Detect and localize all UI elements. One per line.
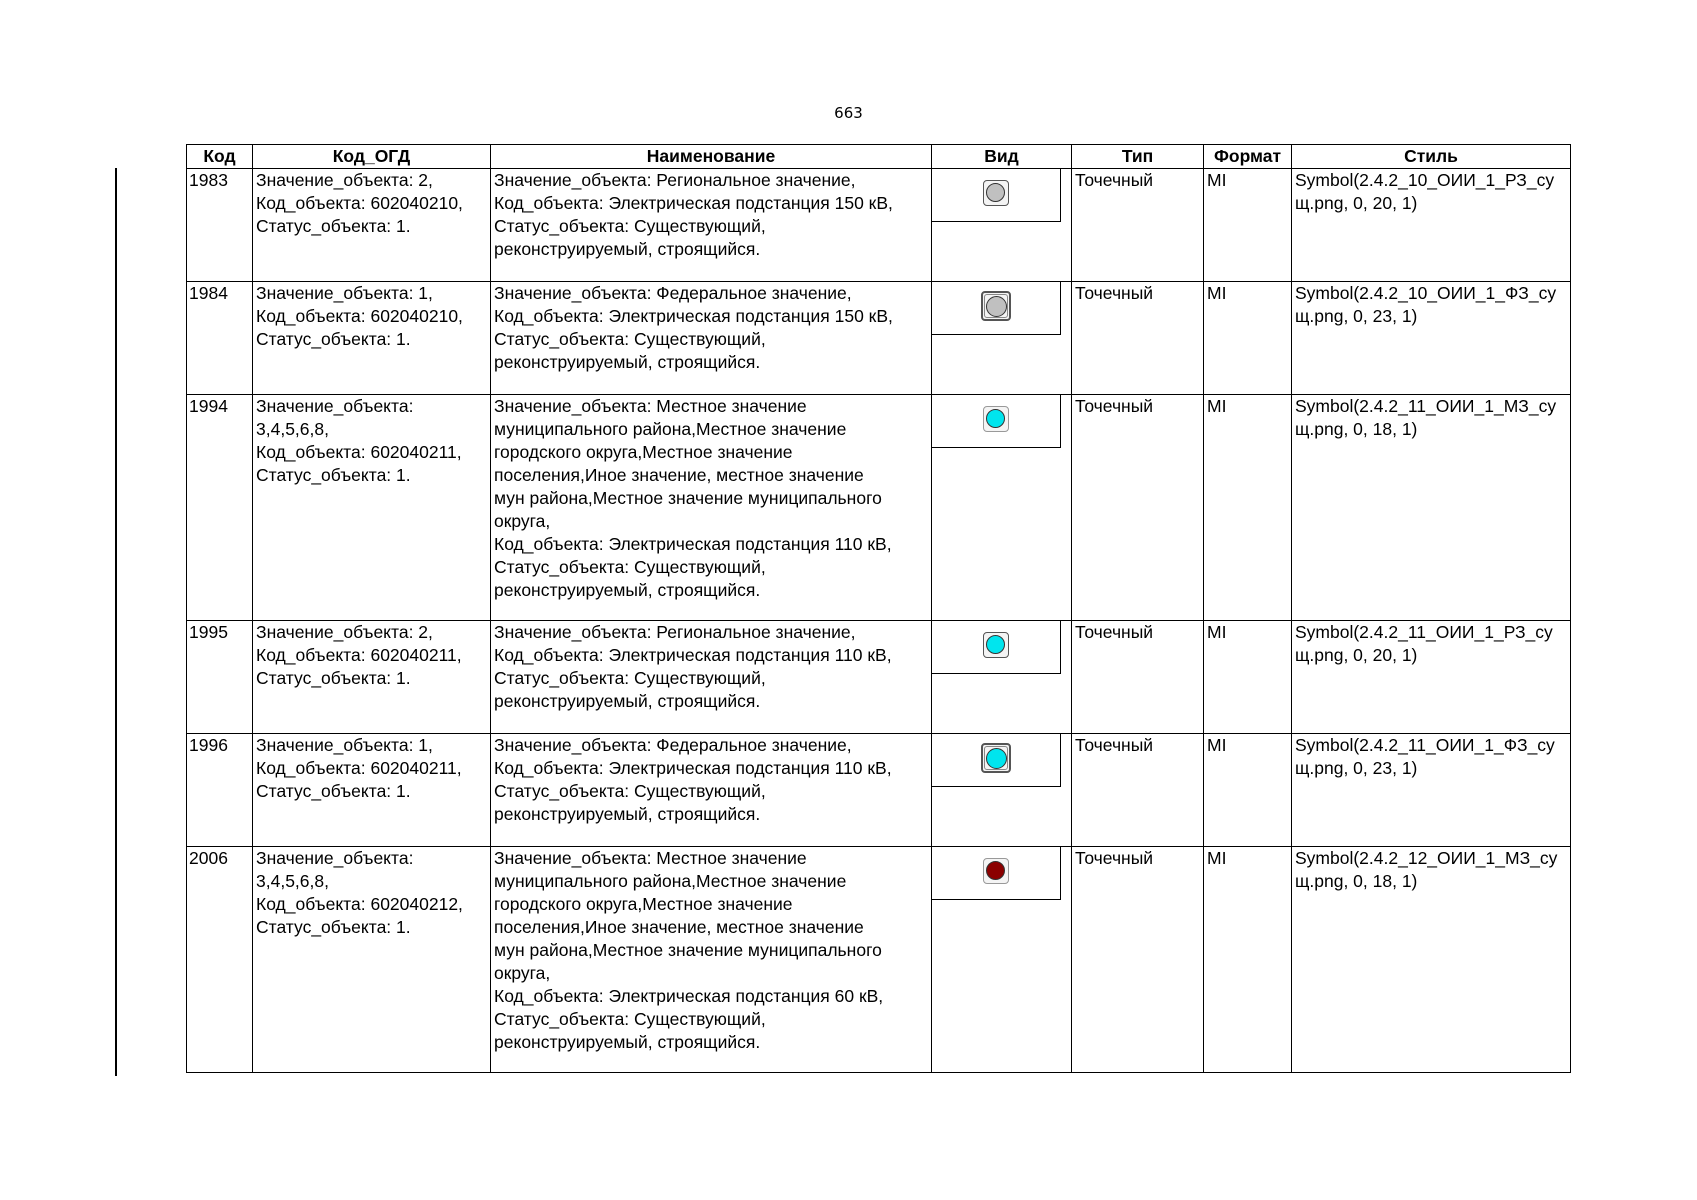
header-name: Наименование	[491, 145, 932, 169]
symbol-frame	[932, 395, 1061, 448]
cell-name: Значение_объекта: Региональное значение, Код_объекта: Электрическая подстанция 110 кВ, Статус_объекта: Существующий, реконструируемый, строящийся.	[491, 621, 932, 734]
cell-type: Точечный	[1072, 734, 1204, 847]
cell-view	[932, 847, 1072, 1073]
local-substation-symbol-icon	[983, 858, 1009, 884]
cell-view	[932, 395, 1072, 621]
header-view: Вид	[932, 145, 1072, 169]
cell-code: 1983	[187, 169, 253, 282]
cell-ogd-code: Значение_объекта: 2, Код_объекта: 602040211, Статус_объекта: 1.	[253, 621, 491, 734]
cell-style: Symbol(2.4.2_12_ОИИ_1_МЗ_сущ.png, 0, 18, 1)	[1292, 847, 1571, 1073]
symbol-frame	[932, 847, 1061, 900]
header-format: Формат	[1204, 145, 1292, 169]
cell-format: MI	[1204, 621, 1292, 734]
federal-substation-symbol-icon	[981, 291, 1011, 321]
header-row	[187, 145, 1571, 169]
cell-view	[932, 169, 1072, 282]
symbol-fill	[986, 183, 1005, 202]
symbol-frame	[932, 282, 1061, 335]
cell-style: Symbol(2.4.2_10_ОИИ_1_РЗ_сущ.png, 0, 20, 1)	[1292, 169, 1571, 282]
symbol-fill	[986, 748, 1007, 769]
cell-style: Symbol(2.4.2_11_ОИИ_1_РЗ_сущ.png, 0, 20, 1)	[1292, 621, 1571, 734]
table-row	[187, 282, 1571, 395]
cell-code: 2006	[187, 847, 253, 1073]
cell-ogd-code: Значение_объекта: 2, Код_объекта: 602040210, Статус_объекта: 1.	[253, 169, 491, 282]
symbol-fill	[986, 861, 1005, 880]
cell-type: Точечный	[1072, 395, 1204, 621]
cell-view	[932, 621, 1072, 734]
legend-table	[186, 144, 1571, 1073]
cell-code: 1995	[187, 621, 253, 734]
cell-ogd-code: Значение_объекта: 3,4,5,6,8, Код_объекта: 602040212, Статус_объекта: 1.	[253, 847, 491, 1073]
cell-code: 1984	[187, 282, 253, 395]
symbol-frame	[932, 169, 1061, 222]
regional-substation-symbol-icon	[983, 632, 1009, 658]
header-code: Код	[187, 145, 253, 169]
margin-line	[115, 168, 117, 1076]
symbol-frame	[932, 734, 1061, 787]
symbol-fill	[986, 296, 1007, 317]
cell-style: Symbol(2.4.2_11_ОИИ_1_МЗ_сущ.png, 0, 18, 1)	[1292, 395, 1571, 621]
symbol-frame	[932, 621, 1061, 674]
table-row	[187, 734, 1571, 847]
cell-type: Точечный	[1072, 621, 1204, 734]
cell-style: Symbol(2.4.2_10_ОИИ_1_ФЗ_сущ.png, 0, 23, 1)	[1292, 282, 1571, 395]
cell-name: Значение_объекта: Региональное значение, Код_объекта: Электрическая подстанция 150 кВ, Статус_объекта: Существующий, реконструируемый, строящийся.	[491, 169, 932, 282]
cell-name: Значение_объекта: Местное значение муниципального района,Местное значение городского округа,Местное значение поселения,Иное значение, местное значение мун района,Местное значение муниципального округа, Код_объекта: Электрическая подстанция 110 кВ, Статус_объекта: Существующий, реконструируемый, строящийся.	[491, 395, 932, 621]
cell-view	[932, 734, 1072, 847]
cell-format: MI	[1204, 734, 1292, 847]
header-style: Стиль	[1292, 145, 1571, 169]
symbol-fill	[986, 409, 1005, 428]
cell-name: Значение_объекта: Местное значение муниципального района,Местное значение городского округа,Местное значение поселения,Иное значение, местное значение мун района,Местное значение муниципального округа, Код_объекта: Электрическая подстанция 60 кВ, Статус_объекта: Существующий, реконструируемый, строящийся.	[491, 847, 932, 1073]
regional-substation-symbol-icon	[983, 180, 1009, 206]
cell-ogd-code: Значение_объекта: 1, Код_объекта: 602040211, Статус_объекта: 1.	[253, 734, 491, 847]
cell-type: Точечный	[1072, 282, 1204, 395]
header-type: Тип	[1072, 145, 1204, 169]
cell-format: MI	[1204, 847, 1292, 1073]
cell-format: MI	[1204, 169, 1292, 282]
federal-substation-symbol-icon	[981, 743, 1011, 773]
cell-name: Значение_объекта: Федеральное значение, Код_объекта: Электрическая подстанция 110 кВ, Статус_объекта: Существующий, реконструируемый, строящийся.	[491, 734, 932, 847]
cell-code: 1996	[187, 734, 253, 847]
cell-type: Точечный	[1072, 169, 1204, 282]
cell-code: 1994	[187, 395, 253, 621]
table-row	[187, 169, 1571, 282]
cell-type: Точечный	[1072, 847, 1204, 1073]
cell-format: MI	[1204, 395, 1292, 621]
cell-format: MI	[1204, 282, 1292, 395]
table-body	[187, 169, 1571, 1073]
cell-style: Symbol(2.4.2_11_ОИИ_1_ФЗ_сущ.png, 0, 23, 1)	[1292, 734, 1571, 847]
cell-ogd-code: Значение_объекта: 3,4,5,6,8, Код_объекта: 602040211, Статус_объекта: 1.	[253, 395, 491, 621]
table-row	[187, 847, 1571, 1073]
table-row	[187, 395, 1571, 621]
symbol-fill	[986, 635, 1005, 654]
cell-view	[932, 282, 1072, 395]
local-substation-symbol-icon	[983, 406, 1009, 432]
cell-name: Значение_объекта: Федеральное значение, Код_объекта: Электрическая подстанция 150 кВ, Статус_объекта: Существующий, реконструируемый, строящийся.	[491, 282, 932, 395]
page-number: 663	[834, 104, 863, 122]
cell-ogd-code: Значение_объекта: 1, Код_объекта: 602040210, Статус_объекта: 1.	[253, 282, 491, 395]
header-ogd-code: Код_ОГД	[253, 145, 491, 169]
table-row	[187, 621, 1571, 734]
